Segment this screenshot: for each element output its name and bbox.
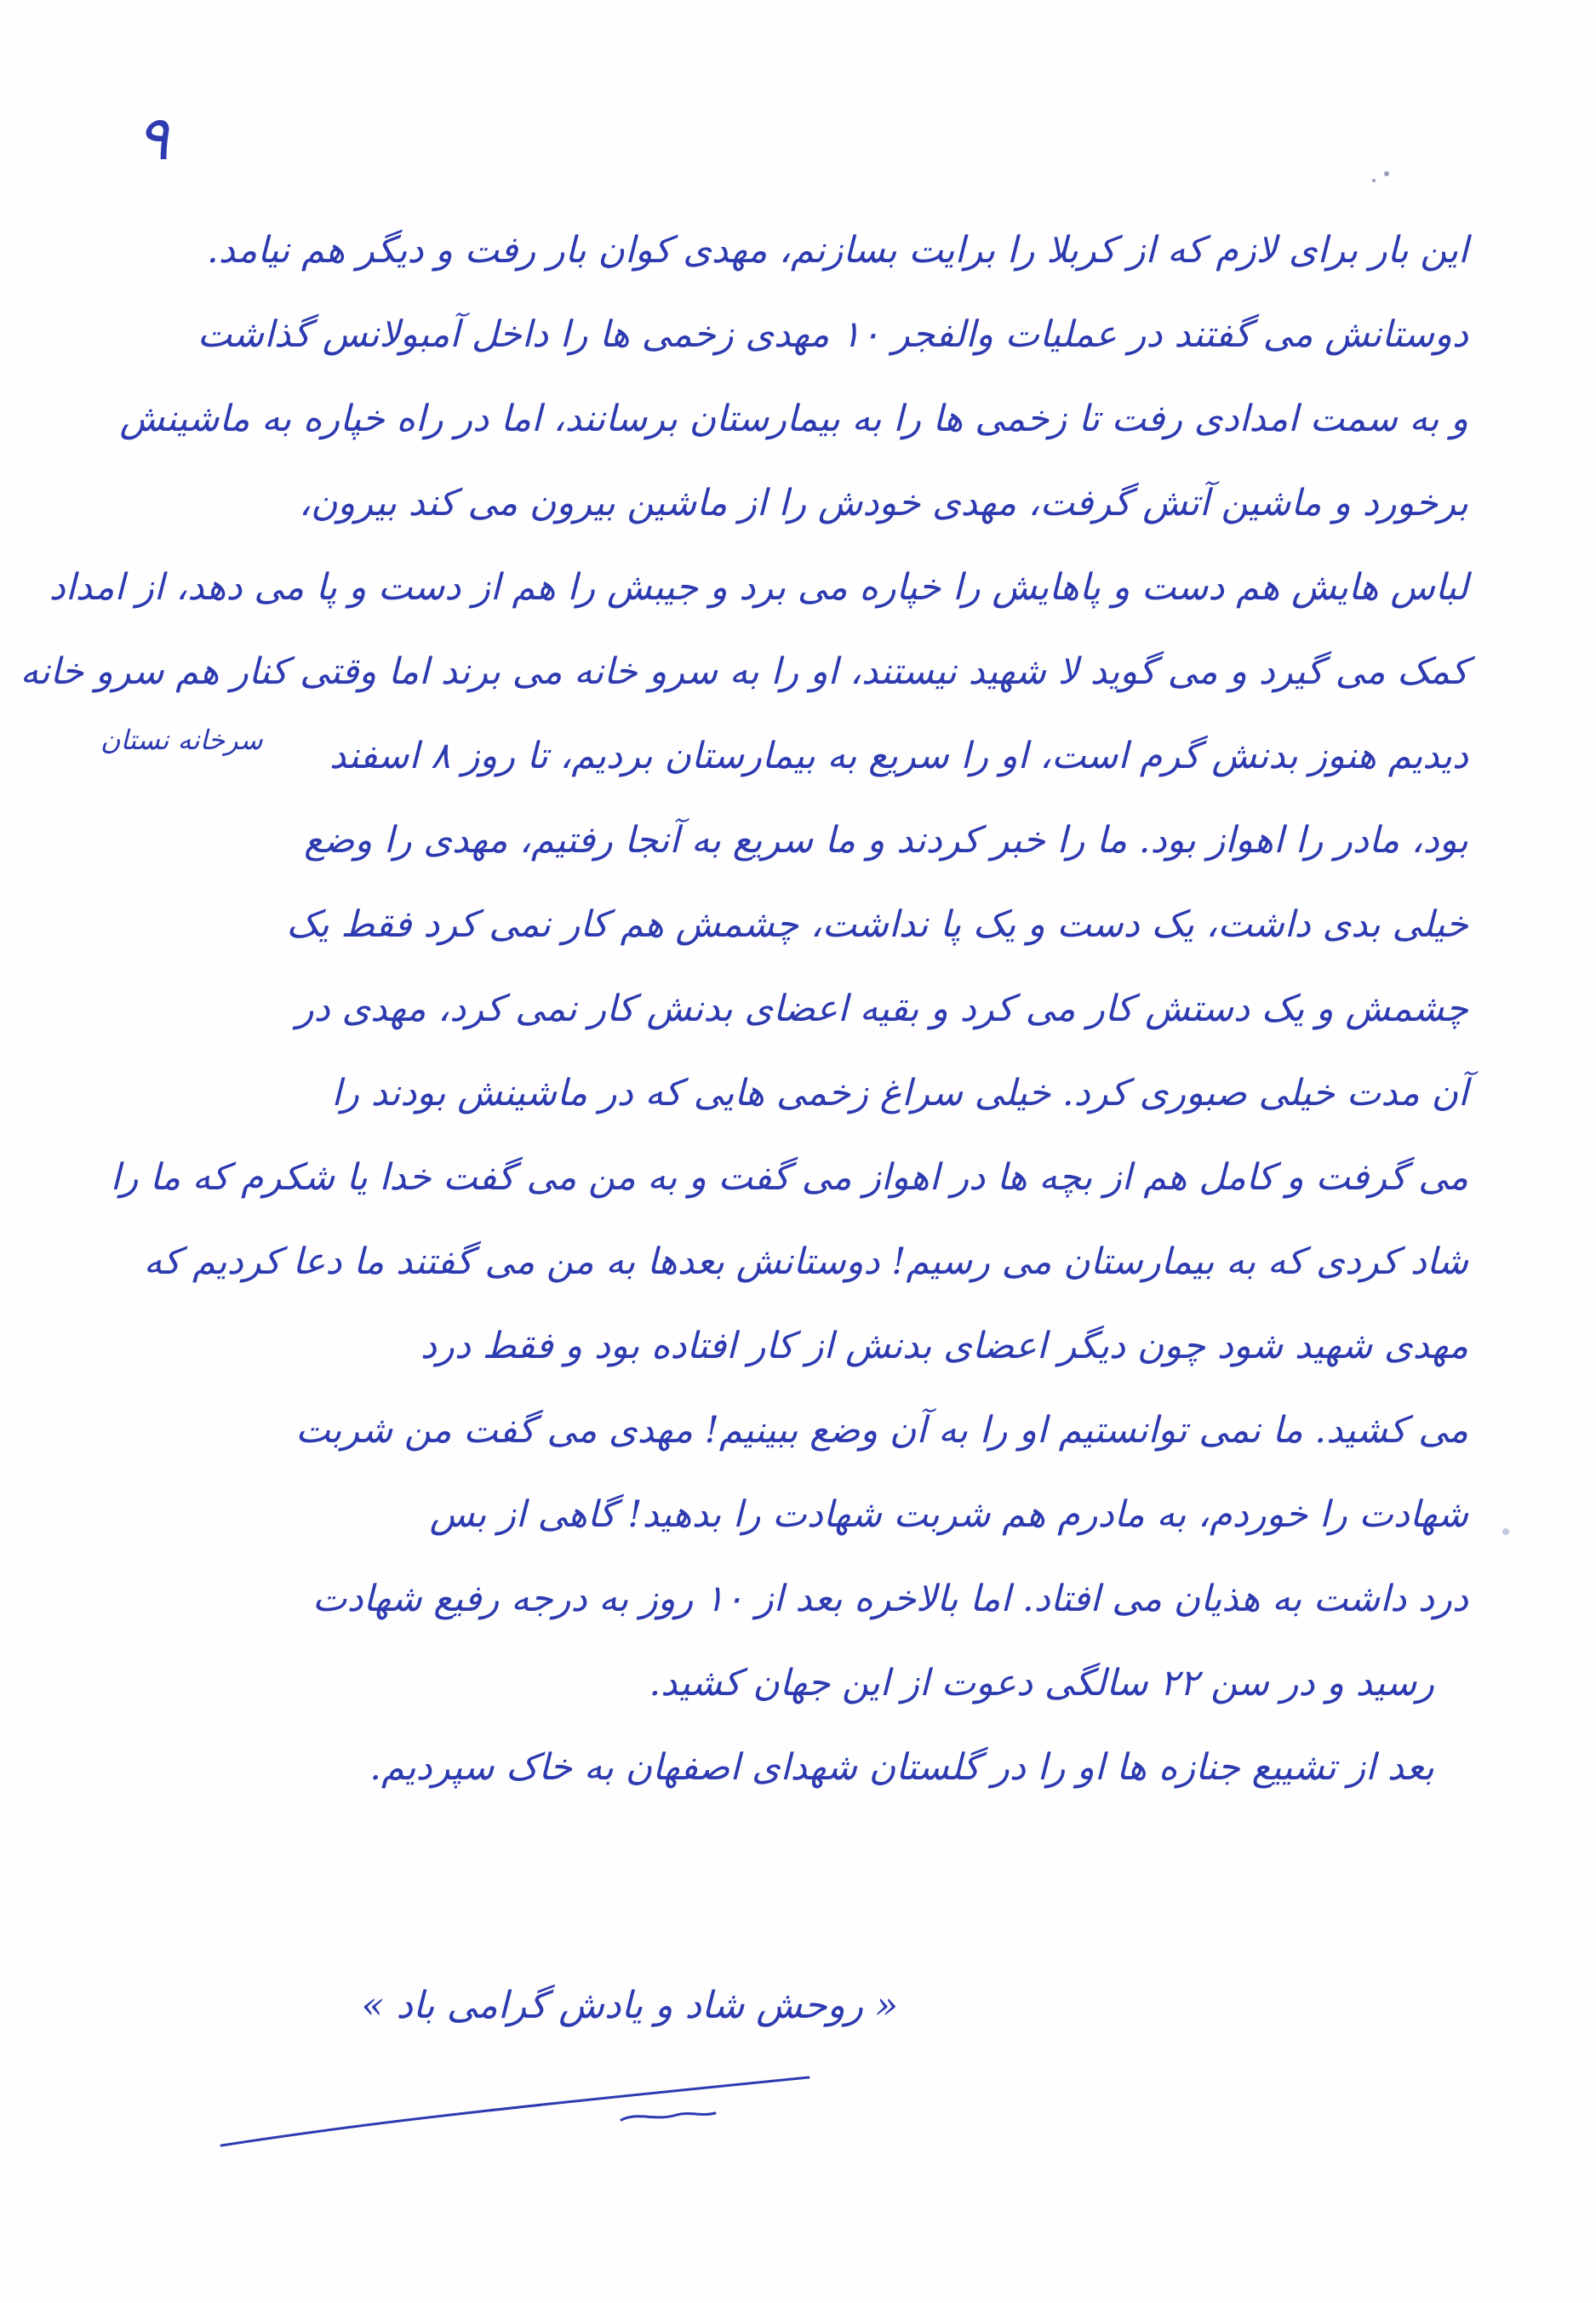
text-line: چشمش و یک دستش کار می کرد و بقیه اعضای بدنش کار نمی کرد، مهدی در — [295, 988, 1468, 1030]
text-line: می کشید. ما نمی توانستیم او را به آن وضع ببینیم! مهدی می گفت من شربت — [295, 1409, 1468, 1452]
ink-speck — [1372, 179, 1376, 182]
page-number: ۹ — [136, 102, 169, 174]
text-line: بود، مادر را اهواز بود. ما را خبر کردند و ما سریع به آنجا رفتیم، مهدی را وضع — [304, 819, 1468, 862]
margin-note: سرخانه نستان — [100, 724, 263, 756]
text-line: می گرفت و کامل هم از بچه ها در اهواز می گفت و به من می گفت خدا یا شکرم که ما را — [110, 1156, 1468, 1199]
text-line: دوستانش می گفتند در عملیات والفجر ۱۰ مهدی زخمی ها را داخل آمبولانس گذاشت — [197, 313, 1468, 356]
text-line: درد داشت به هذیان می افتاد. اما بالاخره بعد از ۱۰ روز به درجه رفیع شهادت — [312, 1578, 1468, 1620]
closing-prayer: « روحش شاد و یادش گرامی باد » — [361, 1984, 898, 2027]
handwritten-body — [20, 209, 1468, 1810]
text-line: شاد کردی که به بیمارستان می رسیم! دوستانش بعدها به من می گفتند ما دعا کردیم که — [143, 1240, 1468, 1283]
text-line: رسید و در سن ۲۲ سالگی دعوت از این جهان کشید. — [649, 1662, 1434, 1704]
text-line: بعد از تشییع جنازه ها او را در گلستان شهدای اصفهان به خاک سپردیم. — [369, 1746, 1434, 1789]
text-line: شهادت را خوردم، به مادرم هم شربت شهادت را بدهید! گاهی از بس — [429, 1493, 1468, 1536]
text-line: خیلی بدی داشت، یک دست و یک پا نداشت، چشمش هم کار نمی کرد فقط یک — [286, 903, 1468, 946]
text-line: دیدیم هنوز بدنش گرم است، او را سریع به بیمارستان بردیم، تا روز ۸ اسفند — [329, 735, 1468, 777]
ink-speck — [1384, 171, 1389, 176]
text-line: برخورد و ماشین آتش گرفت، مهدی خودش را از ماشین بیرون می کند بیرون، — [299, 482, 1468, 524]
signature-stroke — [213, 2060, 843, 2163]
text-line: و به سمت امدادی رفت تا زخمی ها را به بیمارستان برسانند، اما در راه خپاره به ماشینش — [119, 398, 1468, 440]
ink-speck — [1502, 1528, 1509, 1535]
text-line: مهدی شهید شود چون دیگر اعضای بدنش از کار افتاده بود و فقط درد — [420, 1325, 1468, 1367]
text-line: لباس هایش هم دست و پاهایش را خپاره می برد و جیبش را هم از دست و پا می دهد، از امداد — [49, 566, 1468, 609]
text-line: کمک می گیرد و می گوید لا شهید نیستند، او را به سرو خانه می برند اما وقتی کنار هم سرو خانه — [20, 650, 1468, 693]
text-line: این بار برای لازم که از کربلا را برایت بسازنم، مهدی کوان بار رفت و دیگر هم نیامد. — [207, 229, 1468, 272]
text-line: آن مدت خیلی صبوری کرد. خیلی سراغ زخمی هایی که در ماشینش بودند را — [331, 1072, 1468, 1114]
